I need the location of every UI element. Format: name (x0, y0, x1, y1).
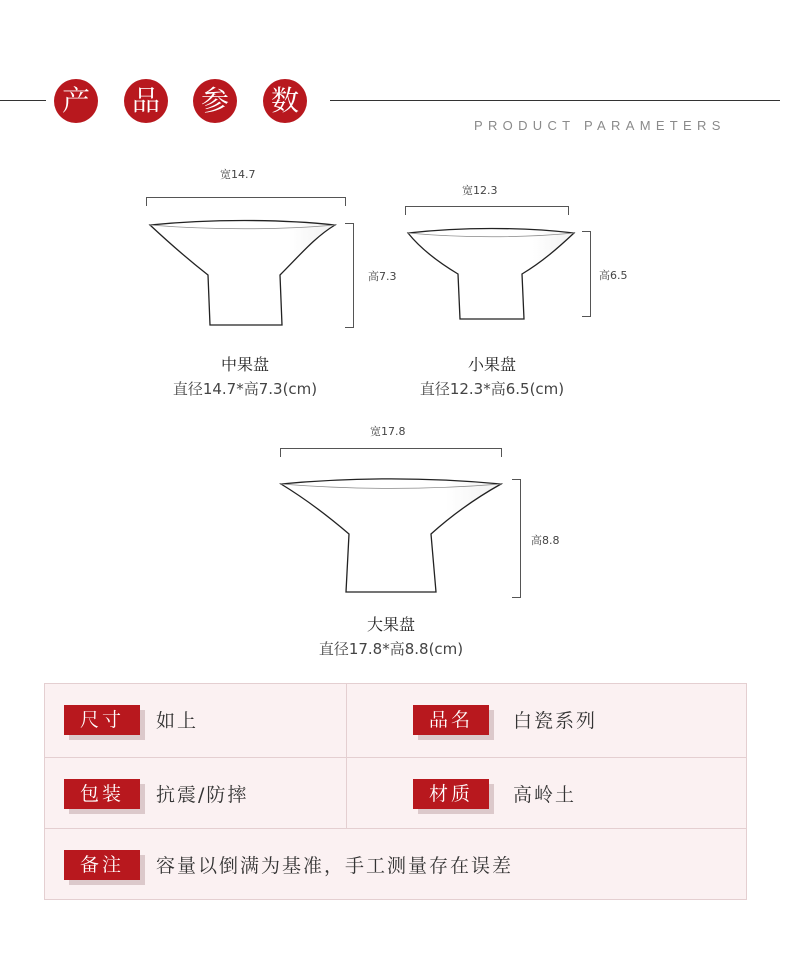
small-height-bracket (582, 231, 591, 317)
title-char-4: 数 (263, 79, 307, 123)
note-value: 容量以倒满为基准，手工测量存在误差 (156, 855, 514, 877)
material-value: 高岭土 (513, 784, 577, 806)
table-row-divider-2 (45, 828, 746, 829)
size-label: 尺寸 (64, 705, 140, 735)
table-row-divider-1 (45, 757, 746, 758)
large-height-bracket (512, 479, 521, 598)
large-width-label: 宽17.8 (370, 425, 406, 438)
large-name: 大果盘 (366, 615, 415, 634)
small-height-label: 高6.5 (599, 269, 628, 282)
small-width-bracket (405, 206, 569, 215)
product-name-value: 白瓷系列 (513, 710, 598, 732)
medium-size: 直径14.7*高7.3(cm) (172, 380, 318, 398)
title-char-2: 品 (124, 79, 168, 123)
medium-height-label: 高7.3 (368, 270, 397, 283)
packaging-label: 包装 (64, 779, 140, 809)
large-size: 直径17.8*高8.8(cm) (318, 640, 464, 658)
small-size: 直径12.3*高6.5(cm) (419, 380, 565, 398)
large-height-label: 高8.8 (531, 534, 560, 547)
small-width-label: 宽12.3 (462, 184, 498, 197)
title-char-1: 产 (54, 79, 98, 123)
large-width-bracket (280, 448, 502, 457)
header-line-right (330, 100, 780, 101)
small-plate-image (402, 224, 580, 324)
medium-width-bracket (146, 197, 346, 206)
medium-plate-image (140, 215, 345, 330)
title-char-3: 参 (193, 79, 237, 123)
material-label: 材质 (413, 779, 489, 809)
medium-height-bracket (345, 223, 354, 328)
header-subtitle: PRODUCT PARAMETERS (474, 118, 726, 133)
medium-name: 中果盘 (220, 355, 269, 374)
note-label: 备注 (64, 850, 140, 880)
product-name-label: 品名 (413, 705, 489, 735)
packaging-value: 抗震/防摔 (156, 784, 249, 806)
table-col-divider (346, 684, 347, 828)
small-name: 小果盘 (467, 355, 516, 374)
medium-width-label: 宽14.7 (220, 168, 256, 181)
size-value: 如上 (156, 710, 199, 732)
spec-table (44, 683, 747, 900)
large-plate-image (276, 472, 506, 598)
header-line-left (0, 100, 46, 101)
